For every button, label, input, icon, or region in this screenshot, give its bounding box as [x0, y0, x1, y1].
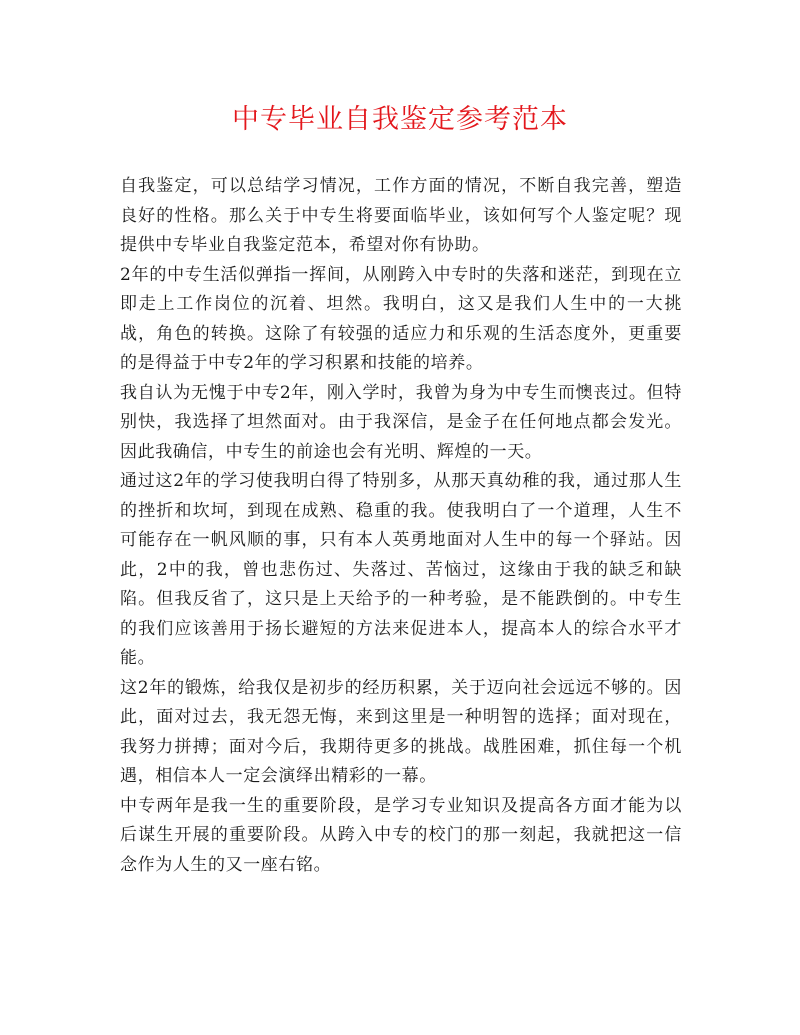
document-body [120, 172, 682, 880]
paragraph-2: 2年的中专生活似弹指一挥间，从刚跨入中专时的失落和迷茫，到现在立即走上工作岗位的沉着、坦然。我明白，这又是我们人生中的一大挑战，角色的转换。这除了有较强的适应力和乐观的生活态度外，更重要的是得益于中专2年的学习积累和技能的培养。 [120, 264, 682, 373]
paragraph-3: 我自认为无愧于中专2年，刚入学时，我曾为身为中专生而懊丧过。但特别快，我选择了坦然面对。由于我深信，是金子在任何地点都会发光。因此我确信，中专生的前途也会有光明、辉煌的一天。 [120, 382, 682, 462]
paragraph-4: 通过这2年的学习使我明白得了特别多，从那天真幼稚的我，通过那人生的挫折和坎坷，到现在成熟、稳重的我。使我明白了一个道理，人生不可能存在一帆风顺的事，只有本人英勇地面对人生中的每一个驿站。因此，2中的我，曾也悲伤过、失落过、苦恼过，这缘由于我的缺乏和缺陷。但我反省了，这只是上天给予的一种考验，是不能跌倒的。中专生的我们应该善用于扬长避短的方法来促进本人，提高本人的综合水平才能。 [120, 471, 682, 668]
paragraph-5: 这2年的锻炼，给我仅是初步的经历积累，关于迈向社会远远不够的。因此，面对过去，我无怨无悔，来到这里是一种明智的选择；面对现在，我努力拼搏；面对今后，我期待更多的挑战。战胜困难，抓住每一个机遇，相信本人一定会演绎出精彩的一幕。 [120, 677, 682, 786]
paragraph-1: 自我鉴定，可以总结学习情况，工作方面的情况，不断自我完善，塑造良好的性格。那么关于中专生将要面临毕业，该如何写个人鉴定呢？现提供中专毕业自我鉴定范本，希望对你有协助。 [120, 176, 682, 255]
paragraph-6: 中专两年是我一生的重要阶段，是学习专业知识及提高各方面才能为以后谋生开展的重要阶段。从跨入中专的校门的那一刻起，我就把这一信念作为人生的又一座右铭。 [120, 795, 682, 875]
document-title: 中专毕业自我鉴定参考范本 [232, 104, 568, 135]
